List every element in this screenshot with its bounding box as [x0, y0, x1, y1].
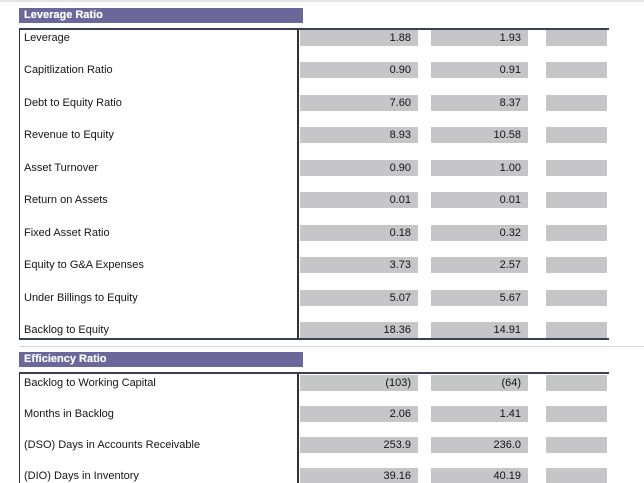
- value-cell-col3[interactable]: [546, 127, 607, 143]
- section-header-leverage-ratio[interactable]: Leverage Ratio: [19, 8, 303, 23]
- value-cell-col3[interactable]: [546, 437, 607, 453]
- ratio-row-label[interactable]: Equity to G&A Expenses: [24, 259, 144, 272]
- value-cell-col2[interactable]: 0.01: [431, 192, 528, 208]
- ratio-row-label[interactable]: Debt to Equity Ratio: [24, 96, 122, 109]
- value-cell-col3[interactable]: [546, 322, 607, 338]
- ratio-row-label[interactable]: Under Billings to Equity: [24, 291, 138, 304]
- value-cell-col1[interactable]: 3.73: [300, 257, 418, 273]
- value-cell-col2[interactable]: (64): [431, 375, 528, 391]
- value-cell-col3[interactable]: [546, 375, 607, 391]
- ratio-row-label[interactable]: (DIO) Days in Inventory: [24, 470, 139, 482]
- value-cell-col1[interactable]: 0.01: [300, 192, 418, 208]
- value-cell-col2[interactable]: 10.58: [431, 127, 528, 143]
- value-cell-col1[interactable]: 0.90: [300, 160, 418, 176]
- value-cell-col2[interactable]: 1.93: [431, 30, 528, 46]
- value-cell-col2[interactable]: 0.91: [431, 62, 528, 78]
- ratio-row-label[interactable]: Backlog to Working Capital: [24, 377, 156, 389]
- ratio-row-label[interactable]: (DSO) Days in Accounts Receivable: [24, 439, 201, 451]
- value-cell-col3[interactable]: [546, 62, 607, 78]
- value-cell-col2[interactable]: 14.91: [431, 322, 528, 338]
- value-cell-col2[interactable]: 40.19: [431, 468, 528, 483]
- ratio-row-label[interactable]: Revenue to Equity: [24, 129, 114, 142]
- section-header-efficiency-ratio[interactable]: Efficiency Ratio: [19, 352, 303, 367]
- ratio-row-label[interactable]: Backlog to Equity: [24, 324, 109, 337]
- value-cell-col1[interactable]: 18.36: [300, 322, 418, 338]
- value-cell-col3[interactable]: [546, 192, 607, 208]
- ratio-row-label[interactable]: Capitlization Ratio: [24, 64, 113, 77]
- leverage-ratio-table: [19, 28, 609, 340]
- section-divider-line: [19, 346, 644, 347]
- value-cell-col2[interactable]: 0.32: [431, 225, 528, 241]
- value-cell-col1[interactable]: 0.90: [300, 62, 418, 78]
- value-cell-col2[interactable]: 8.37: [431, 95, 528, 111]
- value-cell-col2[interactable]: 1.00: [431, 160, 528, 176]
- efficiency-ratio-table: [19, 372, 609, 483]
- value-cell-col1[interactable]: (103): [300, 375, 418, 391]
- ratio-row-label[interactable]: Months in Backlog: [24, 408, 114, 420]
- value-cell-col1[interactable]: 1.88: [300, 30, 418, 46]
- ratio-row-label[interactable]: Return on Assets: [24, 194, 108, 207]
- value-cell-col3[interactable]: [546, 257, 607, 273]
- value-cell-col1[interactable]: 5.07: [300, 290, 418, 306]
- value-cell-col2[interactable]: 5.67: [431, 290, 528, 306]
- value-cell-col1[interactable]: 7.60: [300, 95, 418, 111]
- ratio-row-label[interactable]: Leverage: [24, 32, 70, 44]
- value-cell-col1[interactable]: 39.16: [300, 468, 418, 483]
- value-cell-col3[interactable]: [546, 30, 607, 46]
- value-cell-col3[interactable]: [546, 290, 607, 306]
- value-cell-col3[interactable]: [546, 225, 607, 241]
- value-cell-col2[interactable]: 1.41: [431, 406, 528, 422]
- value-cell-col2[interactable]: 2.57: [431, 257, 528, 273]
- top-gridline: [0, 0, 644, 2]
- ratio-row-label[interactable]: Asset Turnover: [24, 161, 98, 174]
- value-cell-col3[interactable]: [546, 95, 607, 111]
- value-cell-col2[interactable]: 236.0: [431, 437, 528, 453]
- value-cell-col3[interactable]: [546, 406, 607, 422]
- value-cell-col1[interactable]: 8.93: [300, 127, 418, 143]
- value-cell-col3[interactable]: [546, 160, 607, 176]
- value-cell-col1[interactable]: 0.18: [300, 225, 418, 241]
- value-cell-col1[interactable]: 253.9: [300, 437, 418, 453]
- value-cell-col1[interactable]: 2.06: [300, 406, 418, 422]
- ratio-row-label[interactable]: Fixed Asset Ratio: [24, 226, 110, 239]
- value-cell-col3[interactable]: [546, 468, 607, 483]
